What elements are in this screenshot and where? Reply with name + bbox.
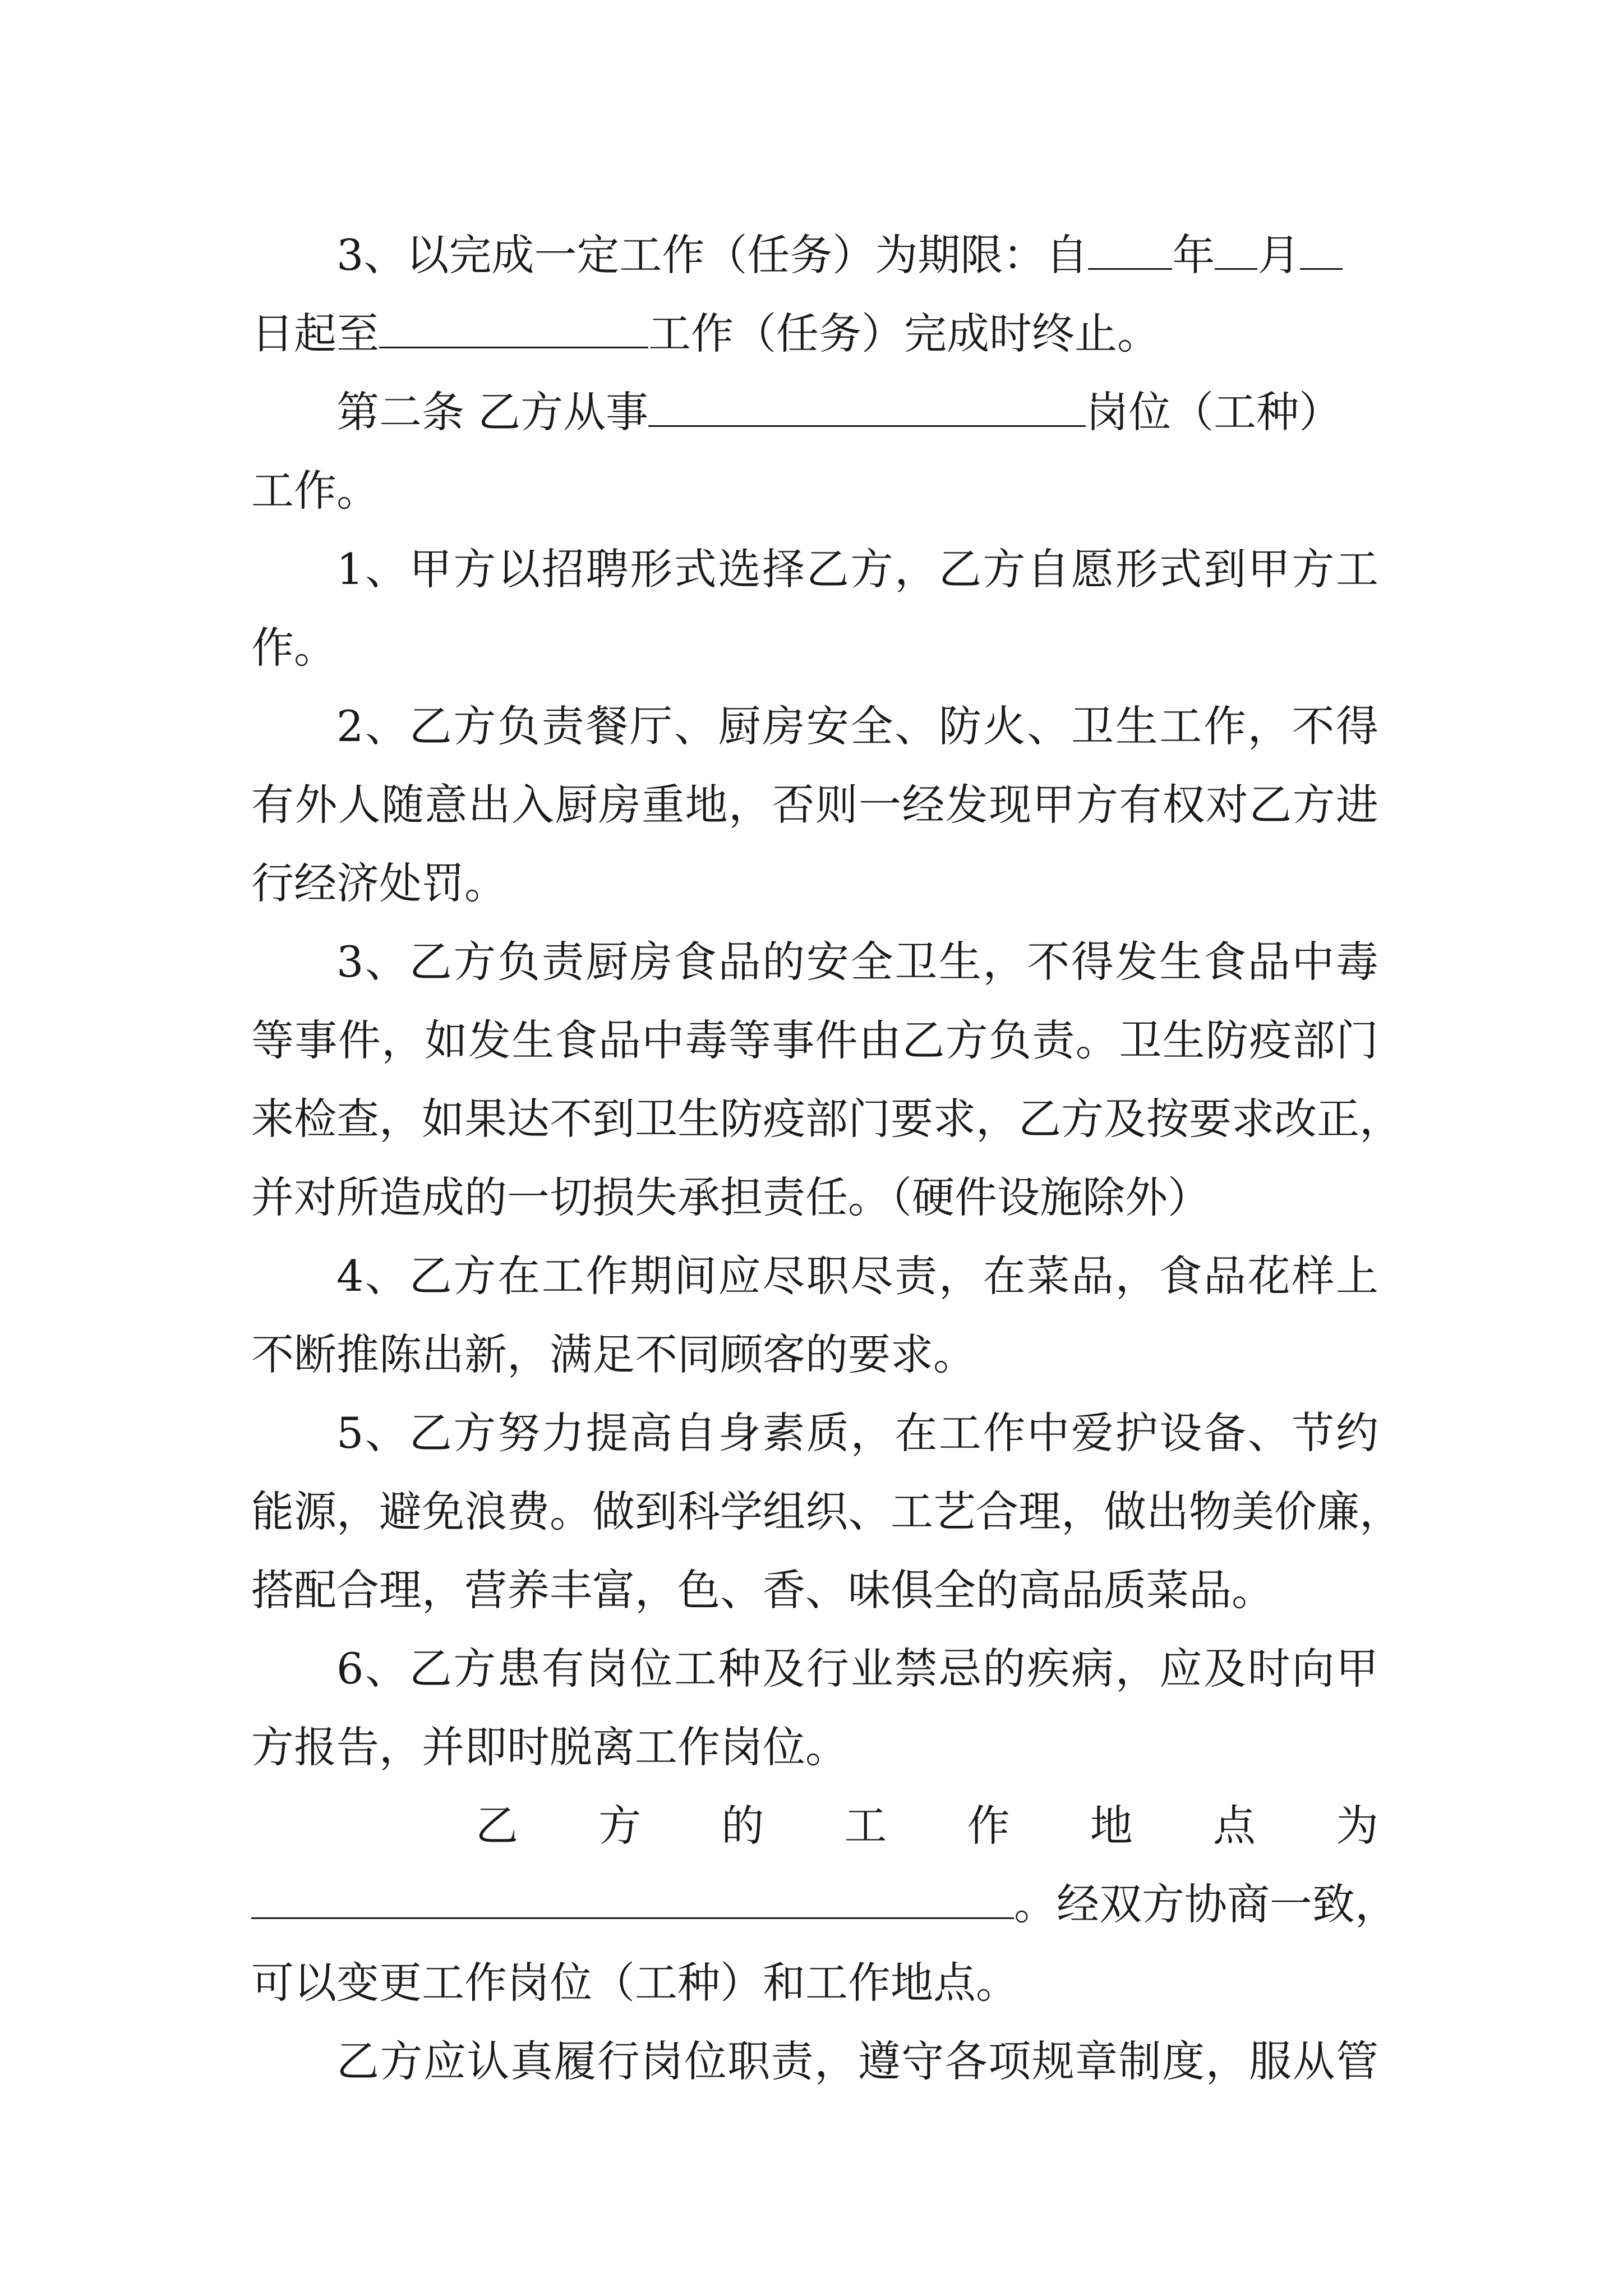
text-line: 作。: [251, 623, 336, 673]
text-line: 方报告，并即时脱离工作岗位。: [251, 1722, 848, 1772]
text-line: 能源，避免浪费。做到科学组织、工艺合理，做出物美价廉，: [251, 1487, 1402, 1536]
text-line: 工作。: [251, 466, 379, 516]
text-line: 来检查，如果达不到卫生防疫部门要求，乙方及按要求改正，: [251, 1094, 1402, 1144]
blank-underline: [379, 312, 648, 348]
text-line-spaced: [251, 1787, 1378, 1865]
text-char: 点: [1212, 1801, 1256, 1851]
text-span: 3、以完成一定工作（任务）为期限：自: [336, 230, 1089, 280]
text-line: 行经济处罚。: [251, 858, 507, 908]
text-char: 工: [844, 1801, 887, 1851]
text-char: 为: [1335, 1801, 1378, 1851]
text-line: [251, 295, 1378, 373]
text-char: 作: [967, 1801, 1010, 1851]
text-span: 岗位（工种）: [1086, 387, 1342, 437]
blank-underline: [648, 390, 1086, 427]
text-span: 工作（任务）完成时终止。: [648, 309, 1160, 358]
text-line: 不断推陈出新，满足不同顾客的要求。: [251, 1329, 976, 1379]
text-line: 乙方应认真履行岗位职责，遵守各项规章制度，服从管: [336, 2036, 1378, 2086]
text-line: 4、乙方在工作期间应尽职尽责，在菜品，食品花样上: [336, 1251, 1378, 1301]
text-span: 第二条 乙方从事: [336, 387, 649, 437]
text-span: 月: [1257, 230, 1301, 280]
text-line: 搭配合理，营养丰富，色、香、味俱全的高品质菜品。: [251, 1565, 1274, 1615]
text-span: 年: [1172, 230, 1215, 280]
text-char: 的: [721, 1801, 764, 1851]
text-char: 地: [1090, 1801, 1133, 1851]
text-line: 1、甲方以招聘形式选择乙方，乙方自愿形式到甲方工: [336, 544, 1378, 594]
text-line: 3、乙方负责厨房食品的安全卫生，不得发生食品中毒: [336, 937, 1378, 987]
text-line: 可以变更工作岗位（工种）和工作地点。: [251, 1958, 1018, 2008]
text-span: 日起至: [251, 309, 379, 358]
blank-underline: [1215, 233, 1257, 270]
text-line: 有外人随意出入厨房重地，否则一经发现甲方有权对乙方进: [251, 780, 1378, 830]
text-line: [251, 216, 1378, 295]
text-line: 等事件，如发生食品中毒等事件由乙方负责。卫生防疫部门: [251, 1015, 1378, 1065]
text-char: 乙: [476, 1801, 518, 1851]
text-line: [251, 1865, 1398, 1944]
text-line: 5、乙方努力提高自身素质，在工作中爱护设备、节约: [336, 1408, 1378, 1458]
text-line: 2、乙方负责餐厅、厨房安全、防火、卫生工作，不得: [336, 701, 1378, 751]
text-line: [251, 373, 1378, 452]
blank-underline: [1088, 233, 1172, 270]
text-span: 。经双方协商一致，: [1014, 1879, 1398, 1929]
text-char: 方: [598, 1801, 642, 1851]
text-line: 6、乙方患有岗位工种及行业禁忌的疾病，应及时向甲: [336, 1644, 1378, 1694]
blank-underline: [251, 1883, 1014, 1919]
blank-underline: [1300, 233, 1343, 270]
text-line: 并对所造成的一切损失承担责任。（硬件设施除外）: [251, 1172, 1210, 1222]
